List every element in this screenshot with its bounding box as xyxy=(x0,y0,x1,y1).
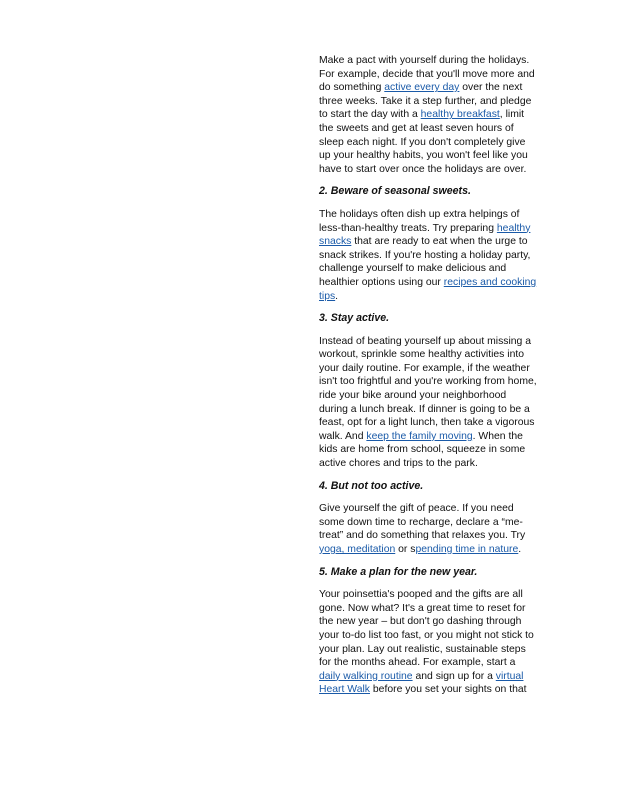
heading-plan-new-year: 5. Make a plan for the new year. xyxy=(319,565,478,578)
paragraph-text: before you set your sights on that xyxy=(370,684,527,696)
paragraph-text: and sign up for a xyxy=(412,670,496,682)
link-healthy-breakfast[interactable]: healthy breakfast xyxy=(420,109,500,121)
paragraph-text: over the next three weeks. Take it a step further, and pledge to start the day with a xyxy=(319,82,532,121)
paragraph-text: that are ready to eat when the urge to snack strikes. If you're hosting a holiday party, challenge yourself to make delicious and healthier options using our xyxy=(319,236,531,288)
link-virtual-heart-walk[interactable]: virtual Heart Walk xyxy=(319,670,524,696)
paragraph-text: or s xyxy=(395,544,416,555)
link-spending-time-in-nature[interactable]: pending time in nature xyxy=(415,544,519,555)
paragraph-holiday-pact xyxy=(319,54,537,176)
link-active-every-day[interactable]: active every day xyxy=(384,82,460,94)
link-yoga-meditation[interactable]: yoga, meditation xyxy=(319,544,396,555)
paragraph-not-too-active xyxy=(319,502,537,556)
paragraph-text: The holidays often dish up extra helpings of less-than-healthy treats. Try preparing xyxy=(319,208,520,234)
link-daily-walking-routine[interactable]: daily walking routine xyxy=(319,670,413,682)
heading-not-too-active: 4. But not too active. xyxy=(319,479,424,492)
heading-seasonal-sweets: 2. Beware of seasonal sweets. xyxy=(319,185,471,198)
paragraph-stay-active xyxy=(319,335,537,471)
link-recipes-cooking-tips[interactable]: recipes and cooking tips xyxy=(319,276,537,302)
paragraph-text: Give yourself the gift of peace. If you need some down time to recharge, declare a “me-treat” and do something that relaxes you. Try xyxy=(319,503,526,542)
paragraph-text: . When the kids are home from school, squeeze in some active chores and trips to the park. xyxy=(319,430,526,470)
link-healthy-snacks[interactable]: healthy snacks xyxy=(319,222,531,248)
link-keep-family-moving[interactable]: keep the family moving xyxy=(366,430,473,442)
paragraph-text: , limit the sweets and get at least seven hours of sleep each night. If you don't completely give up your healthy habits, you won't feel like you have to start over once the holidays are over. xyxy=(319,109,528,175)
heading-stay-active: 3. Stay active. xyxy=(319,312,390,325)
text-column xyxy=(319,54,537,706)
paragraph-text: Make a pact with yourself during the holidays. For example, decide that you'll move more and do something xyxy=(319,55,535,94)
paragraph-seasonal-sweets xyxy=(319,208,537,303)
paragraph-text: Your poinsettia's pooped and the gifts are all gone. Now what? It's a great time to reset for the new year – but don't go dashing through your to-do list too fast, or you might not stick to your plan. Lay out realistic, sustainable steps for the months ahead. For example, start a xyxy=(319,589,534,669)
paragraph-plan-new-year xyxy=(319,588,537,697)
paragraph-text: . xyxy=(518,544,522,555)
paragraph-text: . xyxy=(335,290,339,302)
paragraph-text: Instead of beating yourself up about missing a workout, sprinkle some healthy activities into your daily routine. For example, if the weather isn't too frightful and you're working from home, ride your bike around your neighborhood during a lunch break. If dinner is going to be a feast, opt for a light lunch, then take a vigorous walk. And xyxy=(319,335,537,442)
